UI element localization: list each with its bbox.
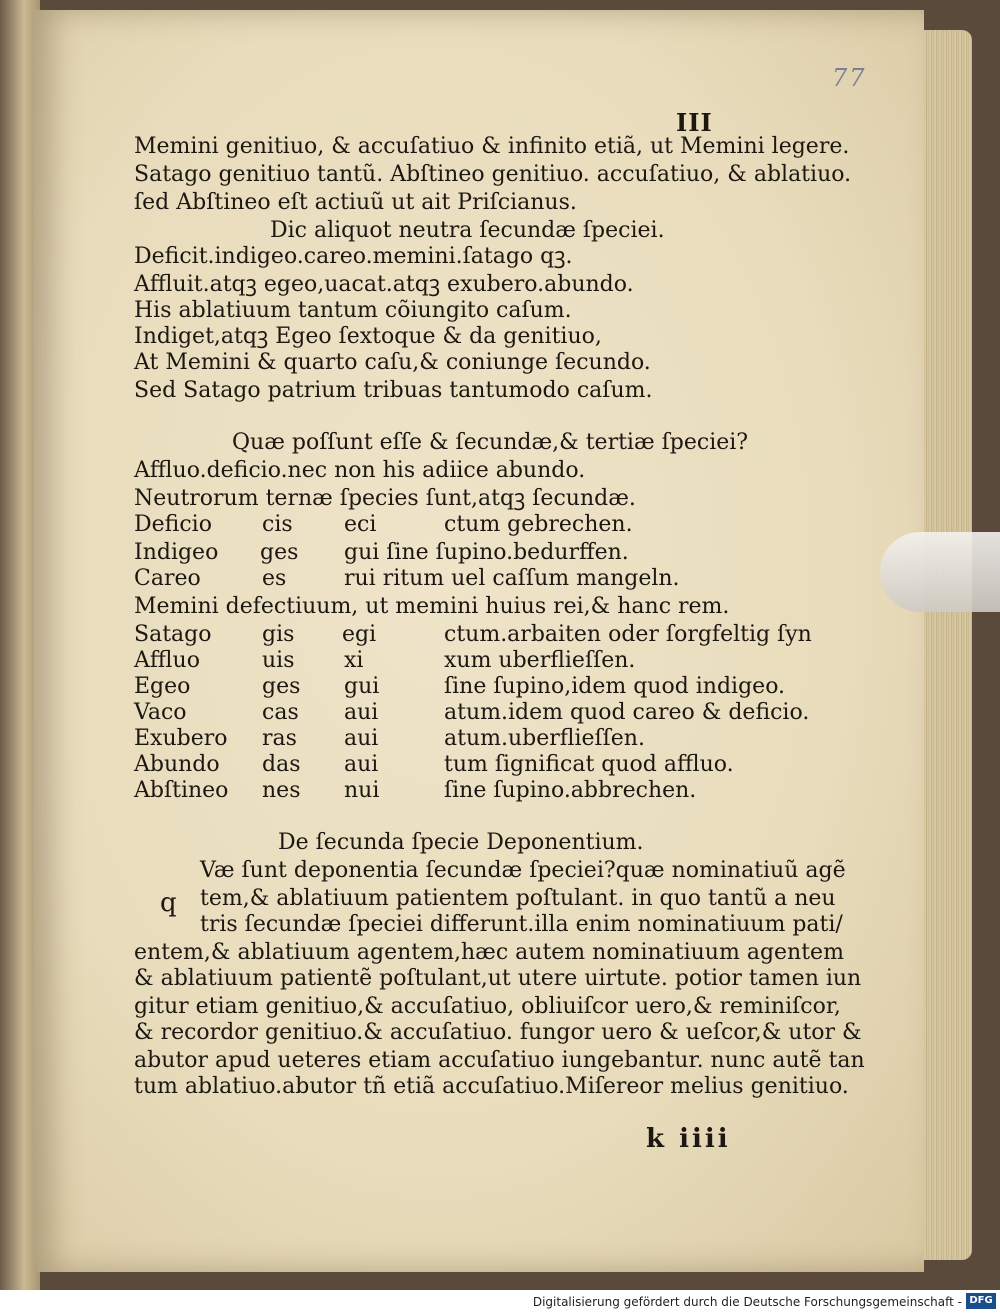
page-marker-tab xyxy=(880,532,1000,612)
table-cell: gis xyxy=(262,622,295,647)
table-cell: eci xyxy=(344,512,377,537)
table-cell: ges xyxy=(262,674,301,699)
dfg-logo[interactable]: DFG xyxy=(966,1293,996,1309)
section-heading: Dic aliquot neutra ſecundæ ſpeciei. xyxy=(270,218,665,243)
table-cell: ſine ſupino,idem quod indigeo. xyxy=(444,674,786,699)
table-cell: Vaco xyxy=(134,700,187,725)
text-line: Memini defectiuum, ut memini huius rei,& hanc rem. xyxy=(134,594,730,619)
table-cell: Abundo xyxy=(134,752,220,777)
paragraph-line: gitur etiam genitiuo,& accuſatiuo, obliuiſcor uero,& reminiſcor, xyxy=(134,994,841,1019)
text-line: ſed Abſtineo eſt actiuũ ut ait Priſcianus. xyxy=(134,190,577,215)
section-heading: De ſecunda ſpecie Deponentium. xyxy=(278,830,644,855)
paragraph-line: tris ſecundæ ſpeciei differunt.illa enim nominatiuum pati/ xyxy=(200,912,843,937)
table-cell: nui xyxy=(344,778,380,803)
table-cell: das xyxy=(262,752,301,777)
table-cell: aui xyxy=(344,752,379,777)
table-cell: egi xyxy=(342,622,377,647)
printed-folio: III xyxy=(676,108,713,137)
text-line: Memini genitiuo, & accuſatiuo & infinito etiã, ut Memini legere. xyxy=(134,134,850,159)
verse-line: Deficit.indigeo.careo.memini.ſatago qꝫ. xyxy=(134,244,573,269)
table-cell: nes xyxy=(262,778,301,803)
footer-bar xyxy=(0,1290,1000,1314)
table-cell: tum ſignificat quod affluo. xyxy=(444,752,734,777)
table-cell: Indigeo xyxy=(134,540,219,565)
table-cell: uis xyxy=(262,648,295,673)
verse-line: Sed Satago patrium tribuas tantumodo caſum. xyxy=(134,378,653,403)
table-cell: Deficio xyxy=(134,512,212,537)
table-cell: atum.idem quod careo & deficio. xyxy=(444,700,810,725)
table-cell: gui xyxy=(344,674,380,699)
verse-line: Affluit.atqꝫ egeo,uacat.atqꝫ exubero.abundo. xyxy=(134,272,634,297)
table-cell: aui xyxy=(344,700,379,725)
paragraph-line: Væ ſunt deponentia ſecundæ ſpeciei?quæ nominatiuũ agẽ xyxy=(200,858,846,883)
footer-credit: Digitalisierung gefördert durch die Deutsche Forschungsgemeinschaft - xyxy=(532,1295,962,1309)
table-cell: rui ritum uel caſſum mangeln. xyxy=(344,566,680,591)
table-cell: Exubero xyxy=(134,726,228,751)
paragraph-line: tum ablatiuo.abutor tñ etiã accuſatiuo.Miſereor melius genitiuo. xyxy=(134,1074,849,1099)
paragraph-line: tem,& ablatiuum patientem poſtulant. in quo tantũ a neu xyxy=(200,886,836,911)
table-cell: xum uberflieſſen. xyxy=(444,648,636,673)
drop-initial: q xyxy=(160,888,177,918)
table-cell: cis xyxy=(262,512,293,537)
table-cell: Careo xyxy=(134,566,201,591)
table-cell: atum.uberflieſſen. xyxy=(444,726,645,751)
handwritten-folio: 77 xyxy=(832,64,867,92)
paragraph-line: & recordor genitiuo.& accuſatiuo. fungor uero & ueſcor,& utor & xyxy=(134,1020,862,1045)
verse-line: Indiget,atqꝫ Egeo ſextoque & da genitiuo, xyxy=(134,324,602,349)
table-cell: ctum gebrechen. xyxy=(444,512,633,537)
table-cell: cas xyxy=(262,700,299,725)
paragraph-line: & ablatiuum patientẽ poſtulant,ut utere uirtute. potior tamen iun xyxy=(134,966,862,991)
text-line: Affluo.deficio.nec non his adiice abundo. xyxy=(134,458,586,483)
section-heading: Quæ poſſunt eſſe & ſecundæ,& tertiæ ſpeciei? xyxy=(232,430,749,455)
table-cell: Affluo xyxy=(134,648,200,673)
verse-line: His ablatiuum tantum cõiungito caſum. xyxy=(134,298,572,323)
verse-line: At Memini & quarto caſu,& coniunge ſecundo. xyxy=(134,350,651,375)
table-cell: ſine ſupino.abbrechen. xyxy=(444,778,697,803)
signature-mark: k iiii xyxy=(646,1124,731,1154)
table-cell: xi xyxy=(344,648,364,673)
table-cell: ges xyxy=(260,540,299,565)
paragraph-line: entem,& ablatiuum agentem,hæc autem nominatiuum agentem xyxy=(134,940,844,965)
text-line: Satago genitiuo tantũ. Abſtineo genitiuo. accuſatiuo, & ablatiuo. xyxy=(134,162,852,187)
table-cell: Abſtineo xyxy=(134,778,229,803)
paragraph-line: abutor apud ueteres etiam accuſatiuo iungebantur. nunc autẽ tan xyxy=(134,1048,865,1073)
table-cell: ras xyxy=(262,726,297,751)
table-cell: Egeo xyxy=(134,674,191,699)
table-cell: gui ſine ſupino.bedurffen. xyxy=(344,540,629,565)
text-line: Neutrorum ternæ ſpecies ſunt,atqꝫ ſecundæ. xyxy=(134,486,636,511)
table-cell: aui xyxy=(344,726,379,751)
table-cell: ctum.arbaiten oder ſorgfeltig ſyn xyxy=(444,622,812,647)
table-cell: Satago xyxy=(134,622,212,647)
table-cell: es xyxy=(262,566,287,591)
